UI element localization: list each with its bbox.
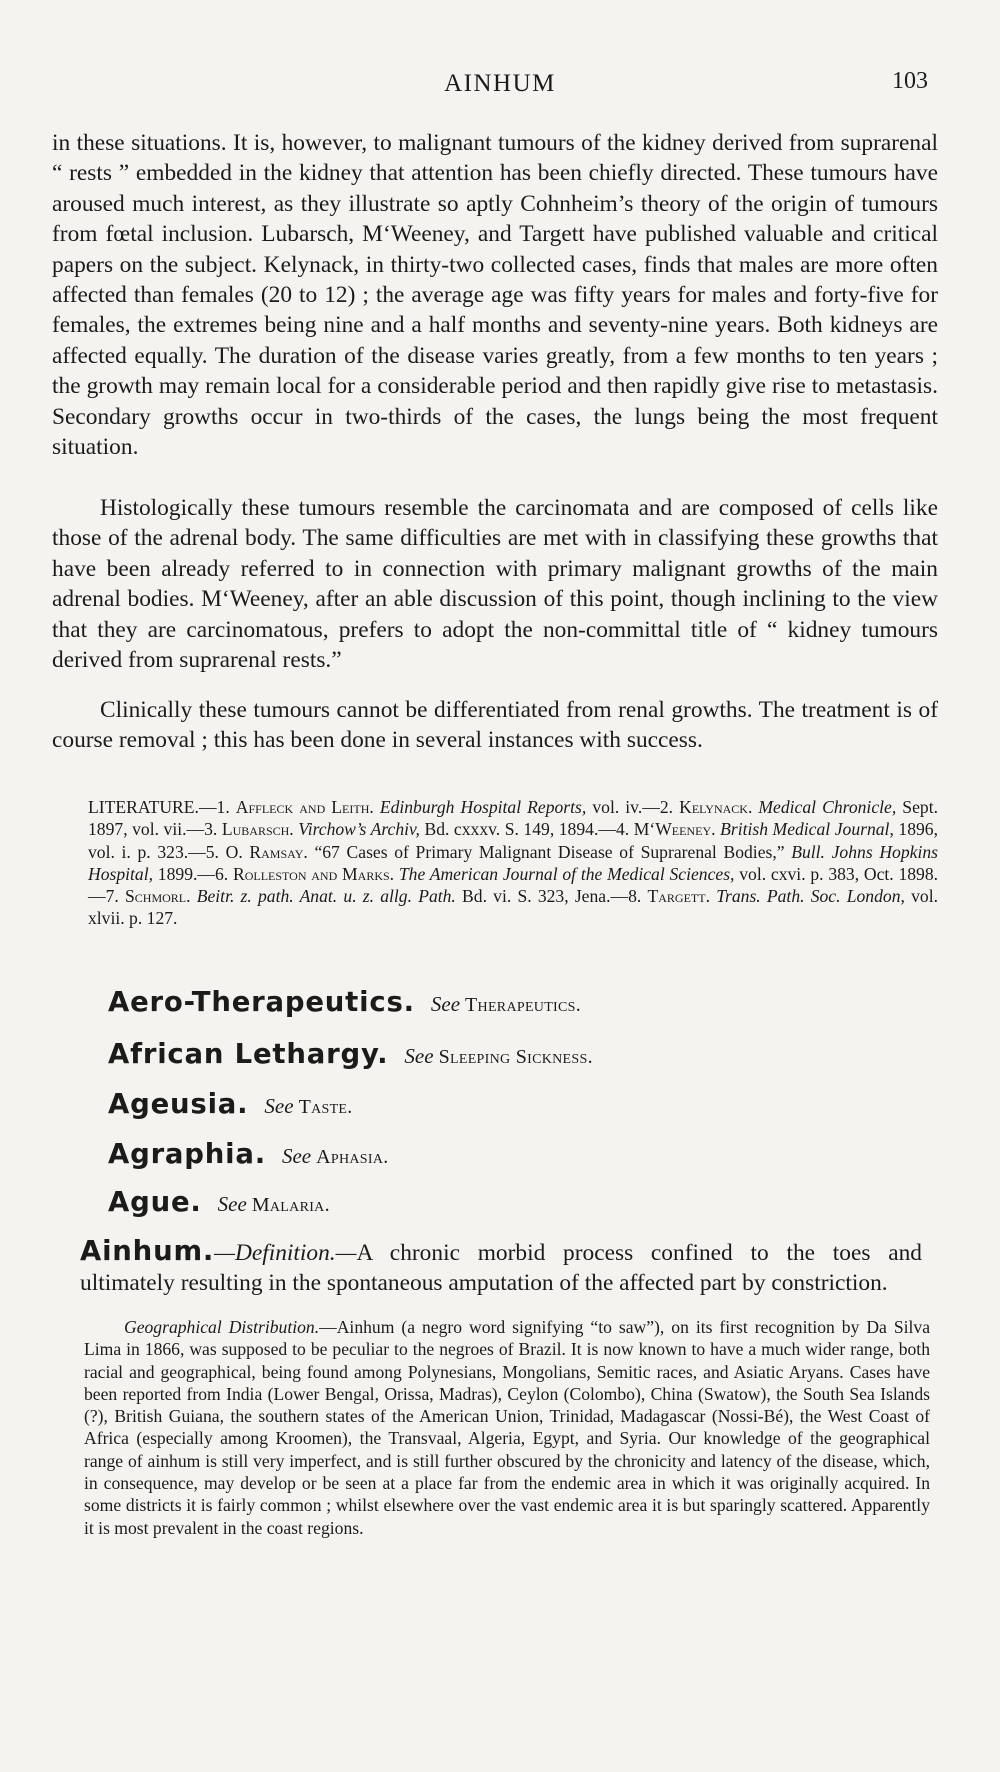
paragraph-suprarenal-rests: in these situations. It is, however, to malignant tumours of the kidney derived from suprarenal “ rests ” embedded in the kidney that attention has been chiefly directed. These tumours have aroused much interest, as they illustrate so aptly Cohnheim’s theory of the origin of tumours from fœtal inclusion. Lubarsch, M‘Weeney, and Targett have published valuable and critical papers on the subject. Kelynack, in thirty-two collected cases, finds that males are more often affected than females (20 to 12) ; the average age was fifty years for males and forty-five for females, the extremes being nine and a half months and seventy-nine years. Both kidneys are affected equally. The duration of the disease varies greatly, from a few months to ten years ; the growth may remain local for a considerable period and then rapidly give rise to metastasis. Secondary growths occur in two-thirds of the cases, the lungs being the most frequent situation. bbox=[52, 130, 938, 461]
running-head bbox=[0, 70, 1000, 100]
cross-reference: See Malaria. bbox=[217, 1192, 330, 1216]
geo-label: Geographical Distribution. bbox=[124, 1317, 320, 1337]
geo-text: —Ainhum (a negro word signifying “to saw”), on its first recognition by Da Silva Lima in 1866, was supposed to be peculiar to the negroes of Brazil. It is now known to have a much wider range, both racial and geographical, being found among Polynesians, Mongolians, Semitic races, and Asiatic Aryans. Cases have been reported from India (Lower Bengal, Orissa, Madras), Ceylon (Colombo), China (Swatow), the South Sea Islands (?), British Guiana, the southern states of the American Union, Trinidad, Madagascar (Nossi-Bé), the West Coast of Africa (especially among Kroomen), the Transvaal, Algeria, Egypt, and Syria. Our knowledge of the geographical range of ainhum is still very imperfect, and is still further obscured by the chronicity and latency of the disease, which, in consequence, may develop or be seen at a place far from the endemic area in which it was originally acquired. In some districts it is fairly common ; whilst elsewhere over the vast endemic area it is but sparingly scattered. Apparently it is most prevalent in the coast regions. bbox=[84, 1317, 930, 1538]
literature-item: —2. Kelynack. Medical Chronicle, Sept. 1897, vol. vii. bbox=[88, 797, 938, 840]
geographical-distribution bbox=[84, 1316, 930, 1539]
entry-agraphia bbox=[108, 1138, 389, 1178]
definition-text: A chronic morbid process confined to the toes and ultimately resulting in the spontaneous amputation of the affected part by constriction. bbox=[80, 1240, 922, 1297]
entry-aero-therapeutics bbox=[108, 986, 581, 1026]
definition-label: —Definition.— bbox=[214, 1240, 357, 1266]
cross-reference: See Taste. bbox=[264, 1094, 353, 1118]
paragraph-histology: Histologically these tumours resemble the carcinomata and are composed of cells like those of the adrenal body. The same difficulties are met with in classifying these growths that have been already referred to in connection with primary malignant growths of the main adrenal bodies. M‘Weeney, after an able discussion of this point, though inclining to the view that they are carcinomatous, prefers to adopt the non-committal title of “ kidney tumours derived from suprarenal rests.” bbox=[52, 495, 938, 674]
literature-item: —4. M‘Weeney. British Medical Journal, 1896, vol. i. p. 323. bbox=[88, 819, 938, 862]
literature-item: —1. Affleck and Leith. Edinburgh Hospital Reports, vol. iv. bbox=[198, 797, 643, 817]
entry-african-lethargy bbox=[108, 1038, 593, 1078]
cross-reference: See Therapeutics. bbox=[430, 992, 582, 1016]
running-title: AINHUM bbox=[444, 70, 556, 97]
page-number: 103 bbox=[892, 68, 928, 94]
literature-item: —6. Rolleston and Marks. The American Journal of the Medical Sciences, vol. cxvi. p. 383, Oct. 1898. bbox=[197, 863, 939, 884]
entry-headword: Ageusia. bbox=[108, 1088, 249, 1120]
entry-ageusia bbox=[108, 1088, 353, 1128]
literature-item: —7. Schmorl. Beitr. z. path. Anat. u. z. allg. Path. Bd. vi. S. 323, Jena. bbox=[88, 886, 611, 907]
entry-headword: African Lethargy. bbox=[108, 1038, 389, 1070]
paragraph-clinical: Clinically these tumours cannot be differentiated from renal growths. The treatment is of course removal ; this has been done in several instances with success. bbox=[52, 697, 938, 754]
literature-item: —8. Targett. Trans. Path. Soc. London, vol. xlvii. p. 127. bbox=[88, 886, 938, 929]
cross-reference: See Sleeping Sickness. bbox=[404, 1044, 593, 1068]
literature-references bbox=[88, 796, 938, 930]
entry-headword: Agraphia. bbox=[108, 1138, 266, 1170]
literature-item: —3. Lubarsch. Virchow’s Archiv, Bd. cxxxv. S. 149, 1894. bbox=[186, 819, 599, 840]
entry-headword: Aero-Therapeutics. bbox=[108, 986, 415, 1018]
ainhum-definition bbox=[80, 1236, 922, 1299]
entry-ague bbox=[108, 1186, 330, 1226]
cross-reference: See Aphasia. bbox=[281, 1144, 389, 1168]
literature-item: —5. O. Ramsay. “67 Cases of Primary Malignant Disease of Suprarenal Bodies,” Bull. Johns Hopkins Hospital, 1899. bbox=[88, 841, 938, 884]
literature-label: LITERATURE. bbox=[88, 797, 199, 817]
entry-headword: Ague. bbox=[108, 1186, 202, 1218]
entry-headword-ainhum: Ainhum. bbox=[80, 1235, 215, 1267]
